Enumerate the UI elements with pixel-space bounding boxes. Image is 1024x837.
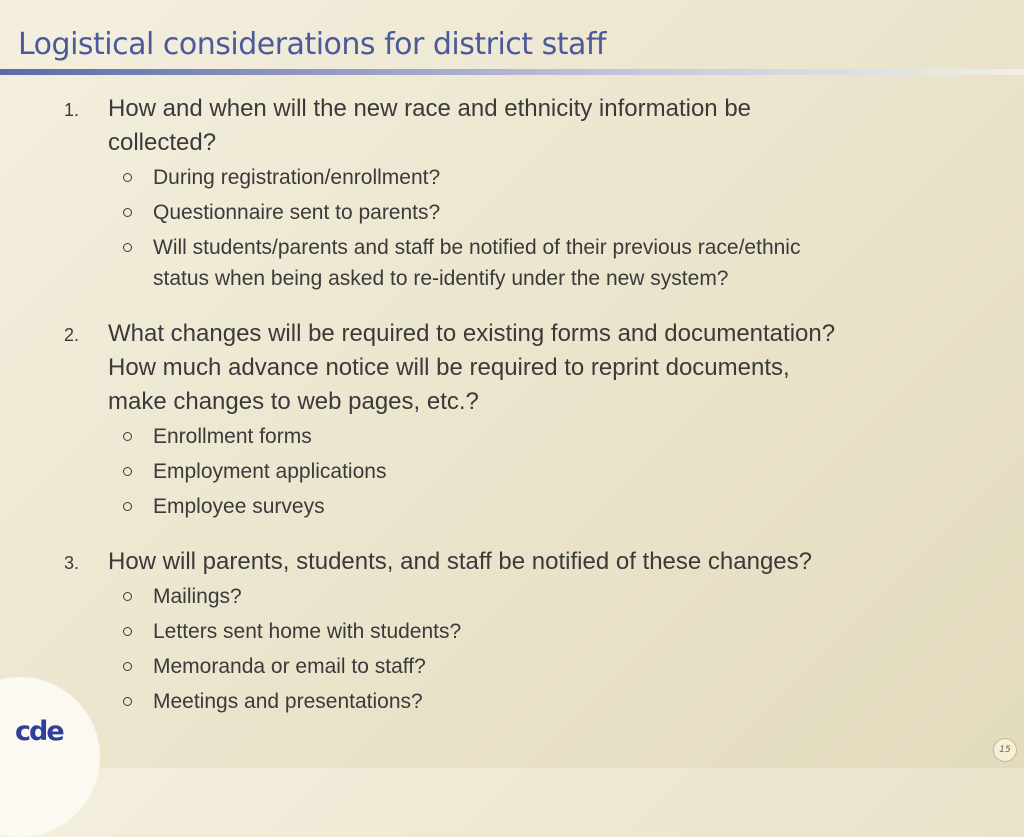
question-item-2 <box>0 317 1024 522</box>
sub-item <box>108 616 984 647</box>
question-line: How will parents, students, and staff be notified of these changes? <box>108 548 812 575</box>
sub-item-line: Enrollment forms <box>153 425 312 448</box>
sub-item-line: Mailings? <box>153 585 242 608</box>
sub-list <box>108 162 984 294</box>
hollow-circle-bullet-icon <box>123 502 132 511</box>
hollow-circle-bullet-icon <box>123 467 132 476</box>
hollow-circle-bullet-icon <box>123 208 132 217</box>
sub-item <box>108 197 984 228</box>
sub-item <box>108 686 984 717</box>
item-number: 3. <box>64 553 80 573</box>
sub-item-line: status when being asked to re-identify under the new system? <box>153 267 729 290</box>
title-underline <box>0 69 1024 75</box>
sub-item-line: Employee surveys <box>153 495 325 518</box>
hollow-circle-bullet-icon <box>123 173 132 182</box>
question-text <box>108 92 984 160</box>
sub-item <box>108 581 984 612</box>
sub-item-line: Meetings and presentations? <box>153 690 423 713</box>
hollow-circle-bullet-icon <box>123 697 132 706</box>
question-line: What changes will be required to existing forms and documentation? <box>108 320 836 347</box>
question-line: collected? <box>108 129 217 156</box>
question-item-3 <box>0 545 1024 717</box>
sub-item-line: Will students/parents and staff be notified of their previous race/ethnic <box>153 236 801 259</box>
sub-item <box>108 162 984 193</box>
hollow-circle-bullet-icon <box>123 662 132 671</box>
sub-item-line: Letters sent home with students? <box>153 620 462 643</box>
hollow-circle-bullet-icon <box>123 432 132 441</box>
hollow-circle-bullet-icon <box>123 627 132 636</box>
question-item-1 <box>0 92 1024 294</box>
sub-list <box>108 581 984 717</box>
sub-item <box>108 421 984 452</box>
question-text <box>108 545 984 579</box>
sub-item-line: During registration/enrollment? <box>153 166 441 189</box>
hollow-circle-bullet-icon <box>123 243 132 252</box>
hollow-circle-bullet-icon <box>123 592 132 601</box>
question-line: make changes to web pages, etc.? <box>108 388 479 415</box>
sub-item-line: Questionnaire sent to parents? <box>153 201 441 224</box>
sub-list <box>108 421 984 522</box>
slide-content <box>0 92 1024 740</box>
question-text <box>108 317 984 419</box>
sub-item <box>108 232 984 294</box>
sub-item <box>108 456 984 487</box>
sub-item-line: Employment applications <box>153 460 387 483</box>
sub-item <box>108 491 984 522</box>
cde-logo: cde <box>15 716 63 747</box>
item-number: 2. <box>64 325 80 345</box>
page-number-badge: 15 <box>993 738 1017 762</box>
item-number: 1. <box>64 100 80 120</box>
sub-item-line: Memoranda or email to staff? <box>153 655 426 678</box>
sub-item <box>108 651 984 682</box>
slide-title: Logistical considerations for district staff <box>18 27 606 62</box>
question-line: How and when will the new race and ethnicity information be <box>108 95 752 122</box>
question-line: How much advance notice will be required to reprint documents, <box>108 354 790 381</box>
